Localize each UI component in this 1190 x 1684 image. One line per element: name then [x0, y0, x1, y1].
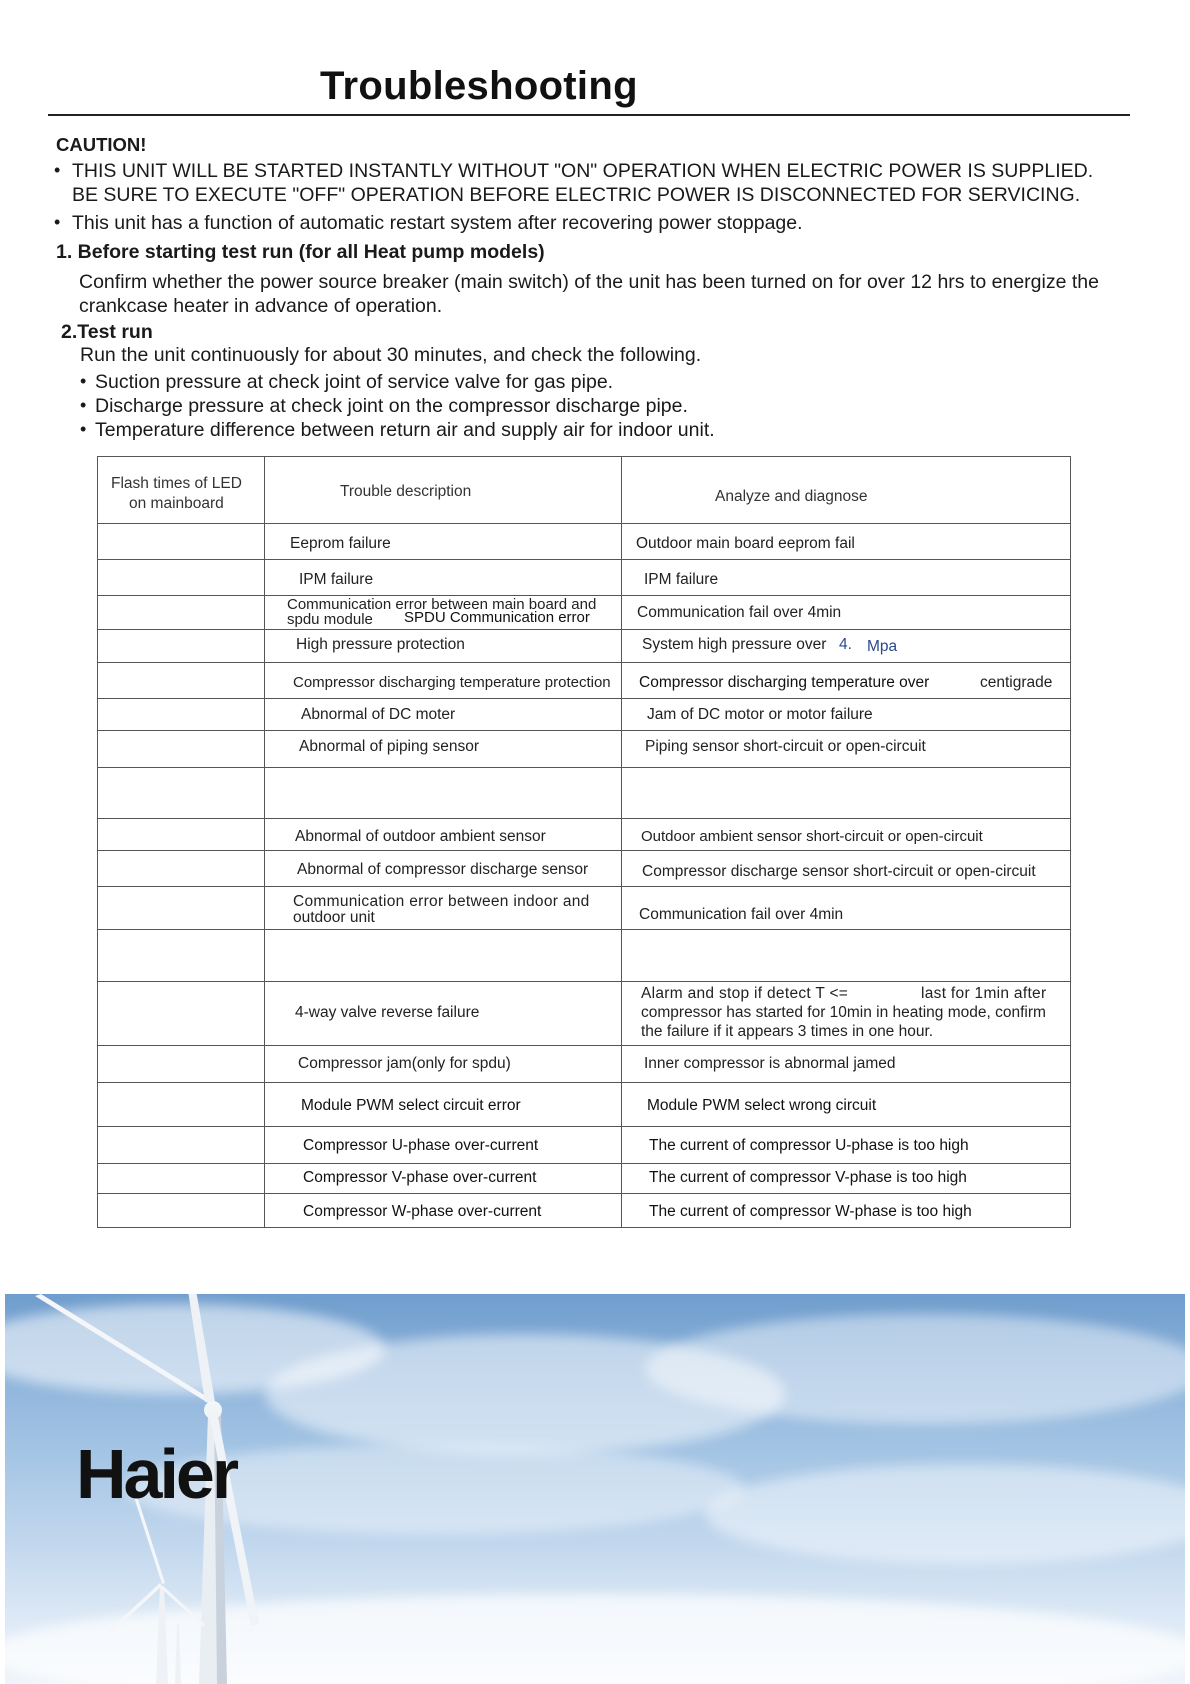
bullet-icon: • — [54, 160, 61, 180]
bullet-icon: • — [80, 371, 87, 391]
table-rule — [97, 456, 1071, 457]
table-rule — [97, 1126, 1071, 1127]
table-cell-trouble: High pressure protection — [296, 636, 465, 653]
section1-heading: 1. Before starting test run (for all Heat pump models) — [56, 241, 545, 263]
table-rule — [97, 730, 1071, 731]
trouble-table — [97, 456, 1071, 1228]
table-rule — [97, 662, 1071, 663]
section2-intro: Run the unit continuously for about 30 minutes, and check the following. — [80, 344, 702, 366]
table-rule — [264, 456, 265, 1228]
header-led-flash-line2: on mainboard — [129, 495, 224, 512]
table-rule — [621, 456, 622, 1228]
table-cell-diagnose: Communication fail over 4min — [637, 604, 842, 621]
table-cell-trouble: outdoor unit — [293, 909, 375, 926]
table-cell-diagnose: Communication fail over 4min — [639, 906, 844, 923]
table-rule — [97, 818, 1071, 819]
table-cell-diagnose-value: 4. — [839, 636, 852, 653]
table-rule — [97, 1163, 1071, 1164]
table-cell-trouble: Abnormal of outdoor ambient sensor — [295, 828, 546, 845]
table-cell-diagnose-unit: centigrade — [980, 674, 1053, 691]
table-cell-trouble: Abnormal of piping sensor — [299, 738, 480, 755]
table-cell-diagnose: Compressor discharge sensor short-circuit or open-circuit — [642, 863, 1036, 880]
table-rule — [97, 1082, 1071, 1083]
bullet-icon: • — [54, 212, 61, 232]
haier-logo: Haier — [76, 1435, 237, 1513]
table-cell-diagnose: The current of compressor W-phase is too high — [649, 1203, 972, 1220]
table-cell-diagnose: System high pressure over — [642, 636, 827, 653]
table-rule — [97, 523, 1071, 524]
table-cell-trouble: Compressor jam(only for spdu) — [298, 1055, 511, 1072]
caution-line-3: This unit has a function of automatic restart system after recovering power stoppage. — [72, 212, 803, 234]
table-rule — [97, 850, 1071, 851]
section2-heading: 2.Test run — [61, 321, 153, 343]
header-trouble-description: Trouble description — [340, 483, 472, 500]
table-cell-diagnose: Alarm and stop if detect T <= — [641, 985, 849, 1002]
section1-line-1: Confirm whether the power source breaker (main switch) of the unit has been turned on for over 12 hrs to energize the — [79, 271, 1099, 293]
table-cell-diagnose: Piping sensor short-circuit or open-circuit — [645, 738, 926, 755]
table-rule — [97, 929, 1071, 930]
table-rule — [97, 886, 1071, 887]
table-cell-trouble: 4-way valve reverse failure — [295, 1004, 480, 1021]
table-cell-diagnose: IPM failure — [644, 571, 719, 588]
table-cell-diagnose: the failure if it appears 3 times in one hour. — [641, 1023, 934, 1040]
bullet-icon: • — [80, 395, 87, 415]
table-cell-diagnose: The current of compressor U-phase is too high — [649, 1137, 969, 1154]
table-cell-trouble: Compressor discharging temperature protection — [293, 674, 611, 691]
caution-line-1: THIS UNIT WILL BE STARTED INSTANTLY WITHOUT "ON" OPERATION WHEN ELECTRIC POWER IS SUPPLIED. — [72, 160, 1094, 182]
table-cell-trouble: Compressor U-phase over-current — [303, 1137, 539, 1154]
caution-line-2: BE SURE TO EXECUTE "OFF" OPERATION BEFORE ELECTRIC POWER IS DISCONNECTED FOR SERVICING. — [72, 184, 1081, 206]
section2-bullet-1: Suction pressure at check joint of service valve for gas pipe. — [95, 371, 614, 393]
table-cell-trouble: Abnormal of compressor discharge sensor — [297, 861, 589, 878]
header-led-flash-line1: Flash times of LED — [111, 475, 242, 492]
table-cell-trouble-extra: SPDU Communication error — [404, 609, 590, 626]
table-rule — [1070, 456, 1071, 1228]
table-cell-diagnose: Inner compressor is abnormal jamed — [644, 1055, 896, 1072]
table-cell-diagnose: last for 1min after — [921, 985, 1047, 1002]
table-rule — [97, 767, 1071, 768]
table-rule — [97, 981, 1071, 982]
table-cell-trouble: Compressor V-phase over-current — [303, 1169, 537, 1186]
table-rule — [97, 559, 1071, 560]
table-cell-trouble: Communication error between main board and — [287, 596, 597, 613]
table-rule — [97, 698, 1071, 699]
table-rule — [97, 1045, 1071, 1046]
section2-bullet-3: Temperature difference between return air and supply air for indoor unit. — [95, 419, 715, 441]
page-title: Troubleshooting — [320, 64, 638, 108]
table-cell-trouble: Compressor W-phase over-current — [303, 1203, 542, 1220]
table-cell-diagnose: Module PWM select wrong circuit — [647, 1097, 877, 1114]
section1-line-2: crankcase heater in advance of operation. — [79, 295, 443, 317]
table-cell-trouble: Eeprom failure — [290, 535, 391, 552]
table-cell-diagnose: The current of compressor V-phase is too high — [649, 1169, 967, 1186]
table-cell-trouble: Communication error between indoor and — [293, 893, 590, 910]
table-cell-trouble: Abnormal of DC moter — [301, 706, 456, 723]
table-cell-diagnose: Outdoor main board eeprom fail — [636, 535, 855, 552]
table-rule — [97, 456, 98, 1228]
table-cell-diagnose-unit: Mpa — [867, 638, 898, 655]
bullet-icon: • — [80, 419, 87, 439]
table-cell-diagnose: Compressor discharging temperature over — [639, 674, 930, 691]
table-rule — [97, 1193, 1071, 1194]
table-cell-trouble: IPM failure — [299, 571, 374, 588]
table-rule — [97, 629, 1071, 630]
caution-heading: CAUTION! — [56, 134, 147, 155]
table-cell-diagnose: compressor has started for 10min in heating mode, confirm — [641, 1004, 1046, 1021]
table-cell-trouble: Module PWM select circuit error — [301, 1097, 521, 1114]
title-divider — [48, 114, 1130, 116]
table-cell-trouble: spdu module — [287, 611, 373, 628]
table-rule — [97, 1227, 1071, 1228]
header-analyze-diagnose: Analyze and diagnose — [715, 488, 868, 505]
section2-bullet-2: Discharge pressure at check joint on the compressor discharge pipe. — [95, 395, 688, 417]
table-cell-diagnose: Outdoor ambient sensor short-circuit or open-circuit — [641, 828, 983, 845]
table-cell-diagnose: Jam of DC motor or motor failure — [647, 706, 873, 723]
